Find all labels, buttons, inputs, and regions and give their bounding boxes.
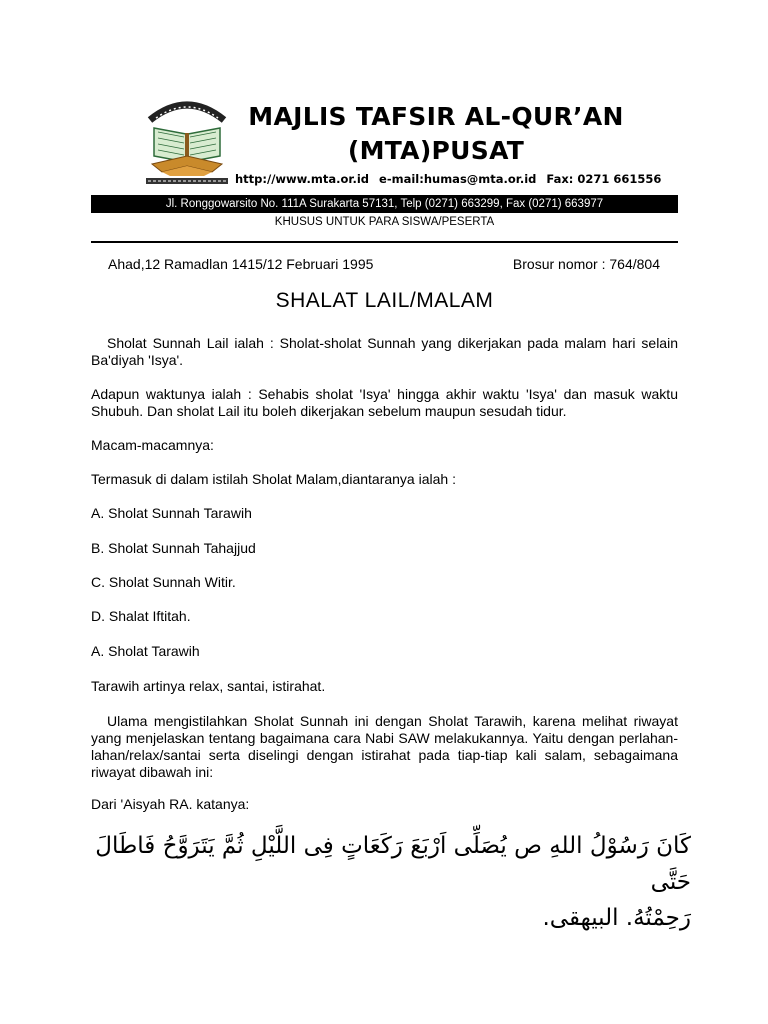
audience-subtitle: KHUSUS UNTUK PARA SISWA/PESERTA — [274, 216, 495, 228]
list-item: D. Shalat Iftitah. — [91, 608, 191, 624]
organization-name-line1: MAJLIS TAFSIR AL-QUR’AN — [248, 102, 624, 131]
section-heading-tarawih: A. Sholat Tarawih — [91, 643, 200, 659]
organization-name-line2: (MTA)PUSAT — [347, 136, 525, 165]
header-divider — [91, 241, 678, 243]
organization-name — [244, 100, 628, 168]
publication-date: Ahad,12 Ramadlan 1415/12 Februari 1995 — [108, 256, 374, 272]
list-item: A. Sholat Sunnah Tarawih — [91, 505, 252, 521]
paragraph-intro-list: Termasuk di dalam istilah Sholat Malam,diantaranya ialah : — [91, 471, 456, 487]
paragraph-tarawih-explanation: Ulama mengistilahkan Sholat Sunnah ini dengan Sholat Tarawih, karena melihat riwayat yang menjelaskan tentang bagaimana cara Nabi SAW melakukannya. Yaitu dengan perlahan-lahan/relax/santai serta diselingi dengan istirahat pada tiap-tiap kali salam, sebagaimana riwayat dibawah ini: — [91, 713, 678, 780]
paragraph-hadith-source: Dari 'Aisyah RA. katanya: — [91, 796, 250, 812]
email-link[interactable]: e-mail:humas@mta.or.id — [379, 172, 537, 186]
paragraph-definition: Sholat Sunnah Lail ialah : Sholat-sholat Sunnah yang dikerjakan pada malam hari selain Ba'diyah 'Isya'. — [91, 335, 678, 368]
paragraph-time: Adapun waktunya ialah : Sehabis sholat 'Isya' hingga akhir waktu 'Isya' dan masuk waktu Shubuh. Dan sholat Lail itu boleh dikerjakan sebelum maupun sesudah tidur. — [91, 386, 678, 419]
website-link[interactable]: http://www.mta.or.id — [235, 172, 370, 186]
arabic-hadith-text — [91, 828, 691, 936]
brochure-number: Brosur nomor : 764/804 — [512, 256, 660, 272]
contact-line — [235, 172, 662, 186]
list-item: C. Sholat Sunnah Witir. — [91, 574, 236, 590]
fax-number: Fax: 0271 661556 — [546, 172, 662, 186]
address-bar: Jl. Ronggowarsito No. 111A Surakarta 57131, Telp (0271) 663299, Fax (0271) 663977 — [91, 195, 678, 213]
document-title: SHALAT LAIL/MALAM — [275, 289, 494, 312]
arabic-line: رَحِمْتُهُ. البيهقى. — [542, 905, 691, 931]
paragraph-tarawih-meaning: Tarawih artinya relax, santai, istirahat. — [91, 678, 326, 694]
paragraph-types-heading: Macam-macamnya: — [91, 437, 214, 453]
arabic-line: كَانَ رَسُوْلُ اللهِ ص يُصَلِّى اَرْبَعَ رَكَعَاتٍ فِى اللَّيْلِ ثُمَّ يَتَرَوَّحُ فَاطَالَ حَتَّى — [95, 833, 691, 895]
organization-logo — [142, 94, 232, 186]
list-item: B. Sholat Sunnah Tahajjud — [91, 540, 256, 556]
quran-book-logo-icon — [142, 94, 232, 186]
